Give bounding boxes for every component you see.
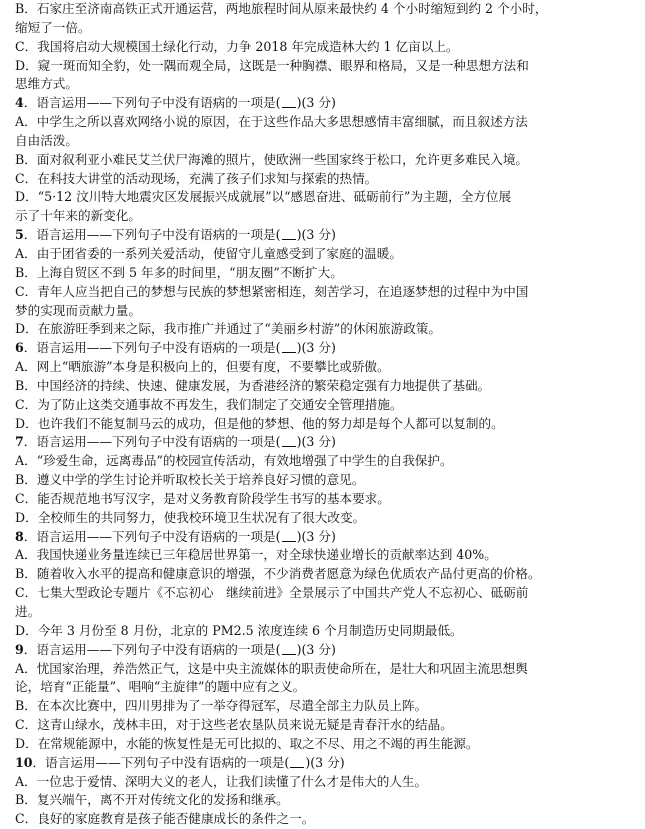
text-line: C．我国将启动大规模国土绿化行动，力争 2018 年完成造林大约 1 亿亩以上。	[15, 38, 459, 54]
question-number: 6	[15, 340, 24, 356]
question-prompt: ．语言运用——下列句子中没有语病的一项是(	[23, 227, 281, 243]
question-number: 7	[15, 434, 24, 450]
question-number: 9	[15, 641, 24, 657]
question-score: )(3 分)	[305, 754, 345, 770]
text-line: D．在旅游旺季到来之际，我市推广并通过了“美丽乡村游”的休闲旅游政策。	[15, 321, 441, 337]
question-header	[15, 754, 637, 773]
answer-blank[interactable]	[290, 756, 304, 768]
text-line: A．忧国家治理，养浩然正气，这是中央主流媒体的职责使命所在，是壮大和巩固主流思想舆	[15, 660, 528, 676]
exam-page	[15, 0, 637, 829]
text-line: D．今年 3 月份至 8 月份，北京的 PM2.5 浓度连续 6 个月制造历史同期最低。	[15, 622, 463, 638]
text-line: B．面对叙利亚小难民艾兰伏尸海滩的照片，使欧洲一些国家终于松口，允许更多难民入境。	[15, 151, 529, 167]
question-header	[15, 226, 637, 245]
text-line: C．青年人应当把自己的梦想与民族的梦想紧密相连，刻苦学习，在追逐梦想的过程中为中国	[15, 283, 529, 299]
text-line: B．复兴端午，离不开对传统文化的发扬和继承。	[15, 792, 289, 808]
text-line: A．一位忠于爱情、深明大义的老人，让我们读懂了什么才是伟大的人生。	[15, 773, 428, 789]
text-line: A．网上“晒旅游”本身是积极向上的，但要有度，不要攀比或骄傲。	[15, 359, 390, 375]
text-line: 思维方式。	[15, 76, 78, 92]
text-line: B．在本次比赛中，四川男排为了一举夺得冠军，尽遣全部主力队员上阵。	[15, 698, 428, 714]
answer-blank[interactable]	[282, 643, 296, 655]
question-number: 5	[15, 227, 24, 243]
text-line: B．随着收入水平的提高和健康意识的增强，不少消费者愿意为绿色优质农产品付更高的价格。	[15, 566, 541, 582]
text-line: D．“5·12 汶川特大地震灾区发展振兴成就展”以“感恩奋进、砥砺前行”为主题，全方位展	[15, 189, 512, 205]
question-prompt: ．语言运用——下列句子中没有语病的一项是(	[23, 528, 281, 544]
question-score: )(3 分)	[296, 528, 336, 544]
question-prompt: ．语言运用——下列句子中没有语病的一项是(	[32, 754, 290, 770]
question-number: 8	[15, 528, 24, 544]
question-prompt: ．语言运用——下列句子中没有语病的一项是(	[23, 95, 281, 111]
text-line: D．窥一斑而知全豹，处一隅而观全局，这既是一种胸襟、眼界和格局，又是一种思想方法和	[15, 57, 529, 73]
text-line: 梦的实现而贡献力量。	[15, 302, 141, 318]
question-prompt: ．语言运用——下列句子中没有语病的一项是(	[23, 434, 281, 450]
question-score: )(3 分)	[296, 95, 336, 111]
question-number: 10	[15, 754, 33, 770]
answer-blank[interactable]	[282, 96, 296, 108]
question-score: )(3 分)	[296, 434, 336, 450]
question-header	[15, 433, 637, 452]
question-header	[15, 641, 637, 660]
text-line: A．“珍爱生命，远离毒品”的校园宣传活动，有效地增强了中学生的自我保护。	[15, 453, 453, 469]
question-score: )(3 分)	[296, 227, 336, 243]
text-line: B．中国经济的持续、快速、健康发展，为香港经济的繁荣稳定强有力地提供了基础。	[15, 377, 491, 393]
question-header	[15, 528, 637, 547]
text-line: D．在常规能源中，水能的恢复性是无可比拟的、取之不尽、用之不竭的再生能源。	[15, 735, 479, 751]
text-line: B．石家庄至济南高铁正式开通运营，两地旅程时间从原来最快约 4 个小时缩短到约 2 个小时，	[15, 1, 548, 16]
answer-blank[interactable]	[282, 341, 296, 353]
text-line: B．上海自贸区不到 5 年多的时间里，“朋友圈”不断扩大。	[15, 264, 343, 280]
question-score: )(3 分)	[296, 340, 336, 356]
text-line: 进。	[15, 604, 41, 619]
text-line: 缩短了一倍。	[15, 19, 91, 35]
answer-blank[interactable]	[282, 530, 296, 542]
text-line: 自由活泼。	[15, 132, 78, 148]
text-line: D．全校师生的共同努力，使我校环境卫生状况有了很大改变。	[15, 509, 366, 525]
text-line: B．遵义中学的学生讨论并听取校长关于培养良好习惯的意见。	[15, 472, 365, 488]
text-line: A．中学生之所以喜欢网络小说的原因，在于这些作品大多思想感情丰富细腻，而且叙述方法	[15, 114, 528, 130]
question-prompt: ．语言运用——下列句子中没有语病的一项是(	[23, 641, 281, 657]
text-line: D．也许我们不能复制马云的成功，但是他的梦想、他的努力却是每个人都可以复制的。	[15, 415, 504, 431]
text-line: C．七集大型政论专题片《不忘初心 继续前进》全景展示了中国共产党人不忘初心、砥砺前	[15, 585, 529, 601]
question-header	[15, 94, 637, 113]
question-number: 4	[15, 95, 24, 111]
text-line: A．我国快递业务量连续已三年稳居世界第一，对全球快递业增长的贡献率达到 40%。	[15, 547, 497, 563]
answer-blank[interactable]	[282, 435, 296, 447]
text-line: C．能否规范地书写汉字，是对义务教育阶段学生书写的基本要求。	[15, 490, 390, 506]
text-line: A．由于团省委的一系列关爱活动，使留守儿童感受到了家庭的温暖。	[15, 245, 402, 261]
text-line: 示了十年来的新变化。	[15, 208, 141, 224]
text-line: C．为了防止这类交通事故不再发生，我们制定了交通安全管理措施。	[15, 396, 403, 412]
question-prompt: ．语言运用——下列句子中没有语病的一项是(	[23, 340, 281, 356]
text-line: C．良好的家庭教育是孩子能否健康成长的条件之一。	[15, 811, 315, 827]
text-line: 论，培育“正能量”、唱响“主旋律”的题中应有之义。	[15, 679, 306, 695]
question-score: )(3 分)	[296, 641, 336, 657]
text-line: C．在科技大讲堂的活动现场，充满了孩子们求知与探索的热情。	[15, 170, 378, 186]
question-header	[15, 339, 637, 358]
answer-blank[interactable]	[282, 228, 296, 240]
text-line: C．这青山绿水，茂林丰田，对于这些老农垦队员来说无疑是青春汗水的结晶。	[15, 717, 453, 733]
